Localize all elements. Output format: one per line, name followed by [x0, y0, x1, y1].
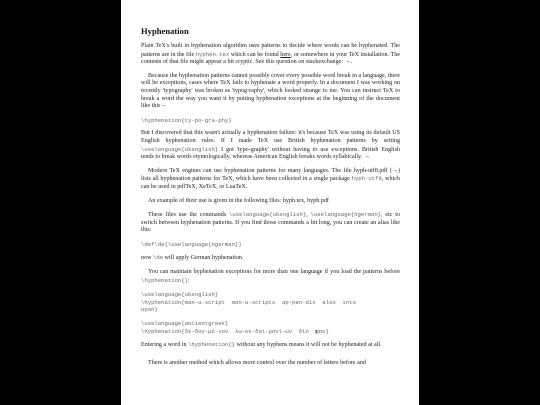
paragraph-modern-engines: [141, 168, 400, 192]
paragraph-ukenglish: [141, 130, 400, 161]
code-block-alias: \def\de{\uselanguage{ngerman}}: [141, 240, 242, 248]
inline-code: \hyphenation{}: [188, 341, 236, 349]
text: without any hyphens means it will not be hyphenated at all.: [235, 342, 382, 349]
text: which can be found: [229, 51, 281, 58]
text: ,: [306, 212, 311, 219]
paragraph-german: [141, 254, 400, 263]
inline-code: hyph-utf8: [351, 175, 382, 183]
paragraph-no-hyphens: [141, 341, 400, 350]
paragraph-exceptions: Because the hyphenation patterns cannot possibly cover every possible word break in a language, there will be exceptions, cases where TeX fails to hyphenate a word properly. In a document I was working on recently 'typography' was broken as 'typog-raphy', which looked strange to me. You can instruct TeX to break a word the way you want it by putting hyphenation exceptions at the beginning of the document like this –: [141, 72, 400, 110]
paragraph-intro: [141, 43, 400, 67]
text: I got 'typo-graphy' without having to use exceptions. British English tends to break words etymologically, whereas American English breaks words syllabically. →: [141, 146, 400, 161]
document-content: [141, 26, 400, 373]
paragraph-example-files: An example of their use is given in the following files: hyph.tex, hyph.pdf: [148, 197, 329, 204]
text: You can maintain hyphenation exceptions for more than one language if you load the patterns before: [148, 269, 400, 276]
paragraph-multiple-languages: [141, 269, 400, 285]
text: , or somewhere in your TeX installation. The contents of that file might appear a bit cryptic. See this question on stackexchange: →.: [141, 51, 401, 66]
text: :: [188, 277, 190, 284]
inline-code: \hyphenation{}: [141, 276, 188, 284]
code-block-ukenglish: \uselanguage{ukenglish} \hyphenation{man-u-script man-u-scripts ap-pen-dix also into upon}: [141, 291, 356, 314]
inline-code: \uselanguage{ukenglish}: [141, 145, 219, 153]
inline-code: hyphen.tex: [195, 50, 230, 58]
text: Entering a word in: [141, 342, 189, 349]
text: But I discovered that this wasn't actually a hyphenation failure: it's because TeX was using its default US English hyphenation rules. If I made TeX use British hyphenation patterns by setting: [141, 130, 400, 144]
inline-code: \uselanguage{ngerman}: [310, 211, 382, 219]
text: now: [141, 255, 154, 262]
code-block-hyphenation: \hyphenation{ty-po-gra-phy}: [141, 116, 232, 124]
text: , which can be used in pdfTeX, XeTeX, or LuaTeX.: [141, 176, 400, 190]
paragraph-another-method: There is another method which allows more control over the number of letters before and: [148, 359, 366, 366]
document-page: [121, 0, 419, 405]
code-block-ancientgreek: \uselanguage{ancientgreek} \hyphenation{δε-δογ-μέ-νον λω-κε-δαι-μονί-ων δίο ◧πο}: [141, 320, 329, 335]
text: Modern TeX engines can use hyphenation patterns for many languages. The file hyph-utf8.pdf (→) lists all hyphenation patterns for TeX, which have been collected in a single package: [141, 167, 400, 183]
inline-code: \uselanguage{ukenglish}: [229, 211, 307, 219]
here-link[interactable]: here: [280, 51, 291, 58]
paragraph-commands: [141, 211, 400, 235]
text: These files use the commands: [148, 212, 229, 219]
inline-code: \de: [153, 254, 164, 262]
text: will apply German hyphenation.: [163, 255, 244, 262]
text: , etc to switch between hyphenation patterns. If you find those commands a bit long, you can create an alias like this:: [141, 212, 401, 234]
section-heading: Hyphenation: [141, 26, 189, 36]
text: Plain TeX's built in hyphenation algorithm uses patterns to decide where words can be hyphenated. The patterns are in the file: [141, 43, 400, 58]
